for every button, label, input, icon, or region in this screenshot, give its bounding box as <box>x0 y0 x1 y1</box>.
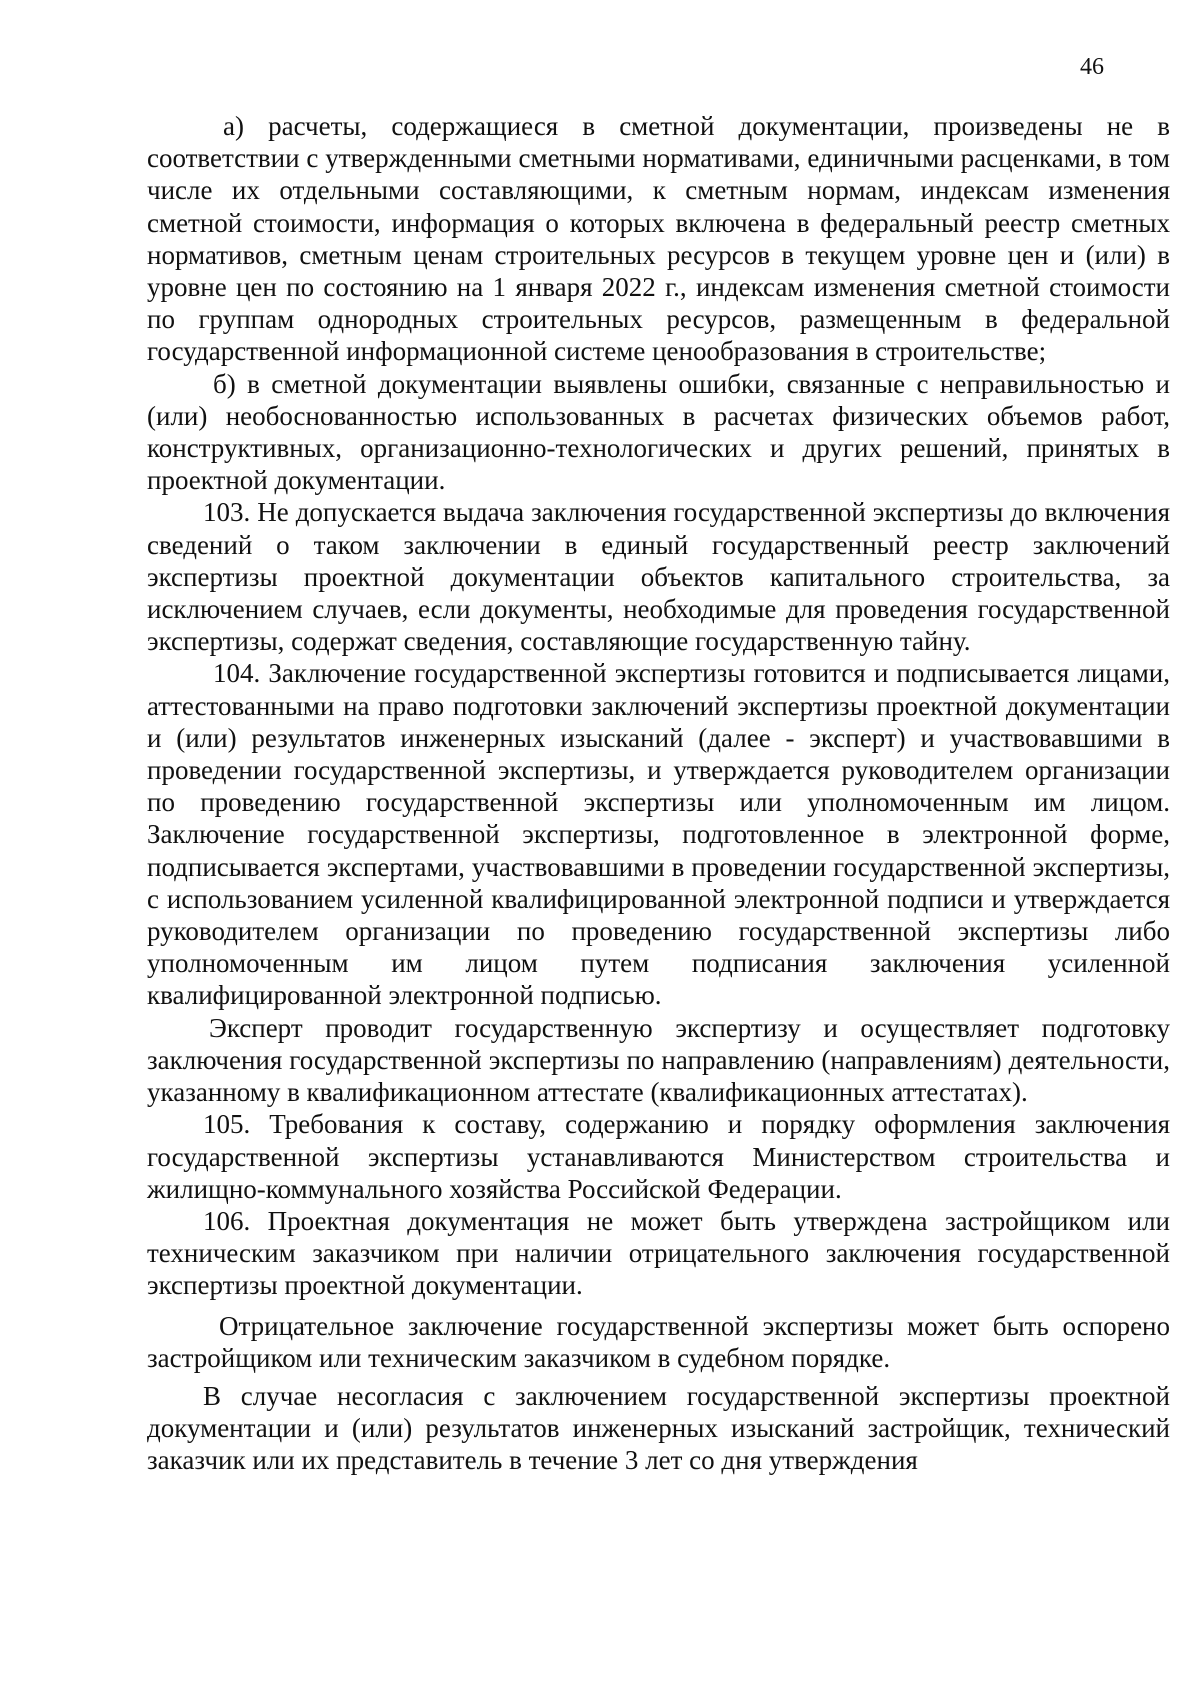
paragraph-disagreement: В случае несогласия с заключением государственной экспертизы проектной документации и (или) результатов инженерных изысканий застройщик, технический заказчик или их представитель в течение 3 лет со дня утверждения <box>147 1380 1170 1476</box>
paragraph-b: б) в сметной документации выявлены ошибки, связанные с неправильностью и (или) необоснованностью использованных в расчетах физических объемов работ, конструктивных, организационно-технологических и других решений, принятых в проектной документации. <box>147 368 1170 496</box>
paragraph-104: 104. Заключение государственной экспертизы готовится и подписывается лицами, аттестованными на право подготовки заключений экспертизы проектной документации и (или) результатов инженерных изысканий (далее - эксперт) и участвовавшими в проведении государственной экспертизы, и утверждается руководителем организации по проведению государственной экспертизы или уполномоченным им лицом. Заключение государственной экспертизы, подготовленное в электронной форме, подписывается экспертами, участвовавшими в проведении государственной экспертизы, с использованием усиленной квалифицированной электронной подписи и утверждается руководителем организации по проведению государственной экспертизы либо уполномоченным им лицом путем подписания заключения усиленной квалифицированной электронной подписью. <box>147 658 1170 1011</box>
paragraph-negative-conclusion: Отрицательное заключение государственной экспертизы может быть оспорено застройщиком или техническим заказчиком в судебном порядке. <box>147 1310 1170 1373</box>
document-body <box>147 110 1170 1477</box>
page-number: 46 <box>1080 54 1104 80</box>
paragraph-expert: Эксперт проводит государственную экспертизу и осуществляет подготовку заключения государственной экспертизы по направлению (направлениям) деятельности, указанному в квалификационном аттестате (квалификационных аттестатах). <box>147 1012 1170 1108</box>
paragraph-106: 106. Проектная документация не может быть утверждена застройщиком или техническим заказчиком при наличии отрицательного заключения государственной экспертизы проектной документации. <box>147 1205 1170 1301</box>
paragraph-105: 105. Требования к составу, содержанию и порядку оформления заключения государственной экспертизы устанавливаются Министерством строительства и жилищно-коммунального хозяйства Российской Федерации. <box>147 1109 1170 1204</box>
paragraph-a: а) расчеты, содержащиеся в сметной документации, произведены не в соответствии с утвержденными сметными нормативами, единичными расценками, в том числе их отдельными составляющими, к сметным нормам, индексам изменения сметной стоимости, информация о которых включена в федеральный реестр сметных нормативов, сметным ценам строительных ресурсов в текущем уровне цен и (или) в уровне цен по состоянию на 1 января 2022 г., индексам изменения сметной стоимости по группам однородных строительных ресурсов, размещенным в федеральной государственной информационной системе ценообразования в строительстве; <box>147 111 1170 367</box>
paragraph-103: 103. Не допускается выдача заключения государственной экспертизы до включения сведений о таком заключении в единый государственный реестр заключений экспертизы проектной документации объектов капитального строительства, за исключением случаев, если документы, необходимые для проведения государственной экспертизы, содержат сведения, составляющие государственную тайну. <box>147 497 1170 657</box>
